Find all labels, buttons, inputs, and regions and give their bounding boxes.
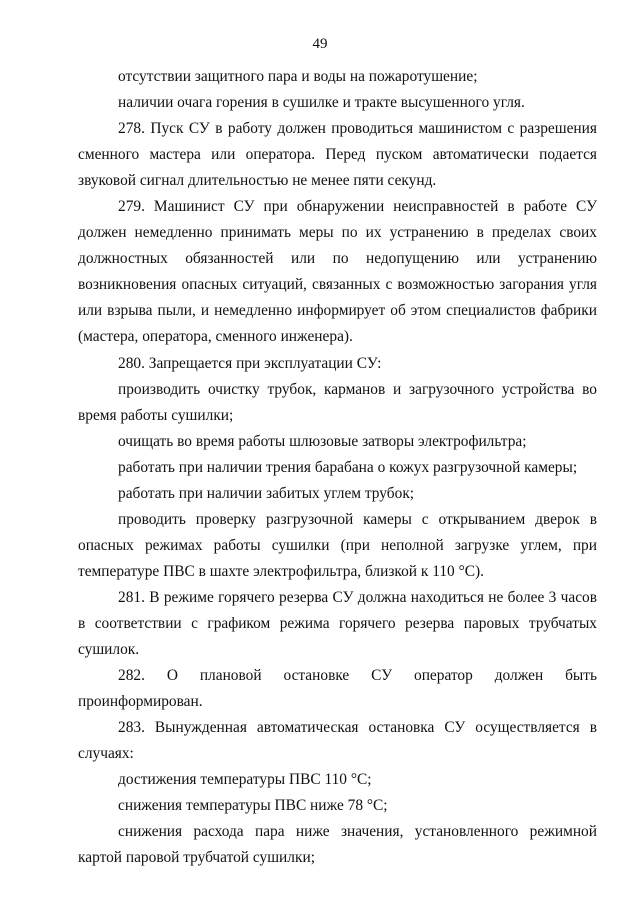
paragraph: наличии очага горения в сушилке и тракте высушенного угля. xyxy=(118,94,525,112)
paragraph: снижения температуры ПВС ниже 78 °С; xyxy=(118,797,388,815)
document-body xyxy=(78,64,597,871)
paragraph-283: 283. Вынужденная автоматическая остановка СУ осуществляется в случаях: xyxy=(78,719,597,763)
paragraph-282: 282. О плановой остановке СУ оператор должен быть проинформирован. xyxy=(78,667,597,711)
paragraph: снижения расхода пара ниже значения, установленного режимной картой паровой трубчатой сушилки; xyxy=(78,823,597,867)
paragraph: производить очистку трубок, карманов и загрузочного устройства во время работы сушилки; xyxy=(78,380,597,424)
paragraph-278: 278. Пуск СУ в работу должен проводиться машинистом с разрешения сменного мастера или оператора. Перед пуском автоматически подается звуковой сигнал длительностью не менее пяти секунд. xyxy=(78,120,597,190)
paragraph: очищать во время работы шлюзовые затворы электрофильтра; xyxy=(118,432,527,450)
page-number: 49 xyxy=(312,36,328,52)
paragraph: отсутствии защитного пара и воды на пожаротушение; xyxy=(118,68,478,85)
paragraph: проводить проверку разгрузочной камеры с открыванием дверок в опасных режимах работы сушилки (при неполной загрузке углем, при температуре ПВС в шахте электрофильтра, близкой к 110 °С). xyxy=(78,510,597,580)
paragraph: работать при наличии трения барабана о кожух разгрузочной камеры; xyxy=(118,458,578,476)
paragraph-281: 281. В режиме горячего резерва СУ должна находиться не более 3 часов в соответствии с графиком режима горячего резерва паровых трубчатых сушилок. xyxy=(78,588,597,659)
paragraph: работать при наличии забитых углем трубок; xyxy=(118,484,415,502)
paragraph: достижения температуры ПВС 110 °С; xyxy=(118,771,372,789)
paragraph-279: 279. Машинист СУ при обнаружении неисправностей в работе СУ должен немедленно принимать меры по их устранению в пределах своих должностных обязанностей или по недопущению или устранению возникновения опасных ситуаций, связанных с возможностью загорания угля или взрыва пыли, и немедленно информирует об этом специалистов фабрики (мастера, оператора, сменного инженера). xyxy=(78,198,597,346)
paragraph-280: 280. Запрещается при эксплуатации СУ: xyxy=(118,354,382,372)
